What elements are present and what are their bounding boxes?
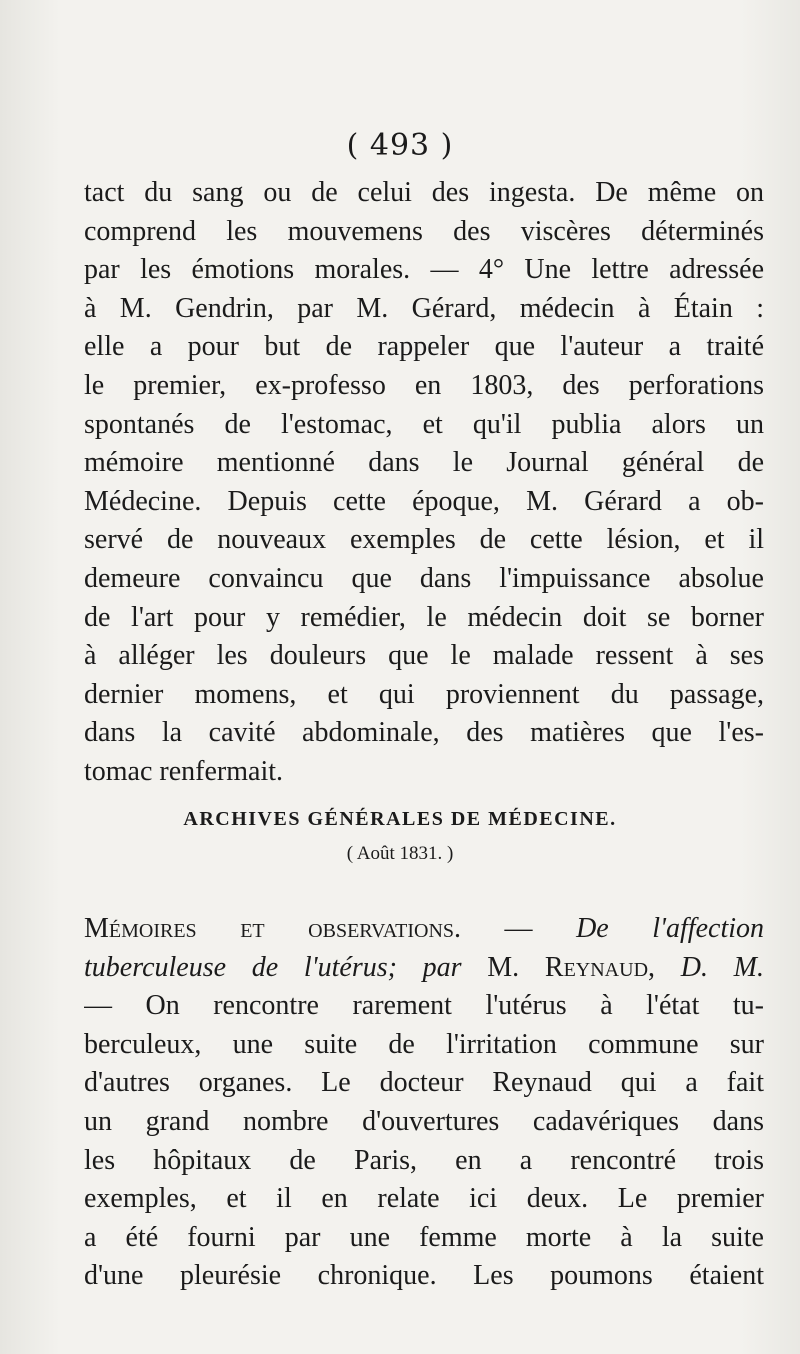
heading-smallcaps: Mémoires et observations. (84, 913, 462, 944)
text-line: spontanés de l'estomac, et qu'il publia alors un (84, 408, 764, 440)
text-line: un grand nombre d'ouvertures cadavériques dans (84, 1105, 764, 1137)
text-line: — On rencontre rarement l'utérus à l'état tu- (84, 990, 764, 1022)
article-heading-line (84, 949, 764, 988)
author-degree: D. M. (680, 951, 764, 983)
text-line: les hôpitaux de Paris, en a rencontré trois (84, 1144, 764, 1176)
text-line: à alléger les douleurs que le malade ressent à ses (84, 640, 764, 672)
text-line: tact du sang ou de celui des ingesta. De même on (84, 177, 764, 208)
text-line: demeure convaincu que dans l'impuissance absolue (84, 562, 764, 594)
paragraph-article (84, 910, 764, 1296)
text-line: d'autres organes. Le docteur Reynaud qui a fait (84, 1067, 764, 1099)
section-title: ARCHIVES GÉNÉRALES DE MÉDECINE. (183, 808, 617, 830)
heading-dash: — (461, 913, 577, 944)
text-line: exemples, et il en relate ici deux. Le premier (84, 1183, 764, 1215)
article-title-part2: tuberculeuse de l'utérus; par (84, 951, 462, 983)
text-line: de l'art pour y remédier, le médecin doit se borner (84, 601, 764, 633)
text-line: dernier momens, et qui proviennent du passage, (84, 678, 764, 710)
text-line: tomac renfermait. (84, 755, 284, 787)
text-line: mémoire mentionné dans le Journal général de (84, 447, 764, 479)
article-heading-line (84, 910, 764, 949)
text-line: à M. Gendrin, par M. Gérard, médecin à Étain : (84, 292, 764, 324)
text-line: servé de nouveaux exemples de cette lésion, et il (84, 524, 764, 556)
paragraph-continued (84, 174, 764, 792)
author-name: Reynaud (544, 951, 649, 983)
author-prefix: M. (461, 951, 545, 983)
text-line: elle a pour but de rappeler que l'auteur a traité (84, 331, 764, 363)
section-date: ( Août 1831. ) (346, 843, 454, 864)
text-line: Médecine. Depuis cette époque, M. Gérard a ob- (84, 485, 764, 517)
text-line: berculeux, une suite de l'irritation commune sur (84, 1028, 764, 1060)
text-line: d'une pleurésie chronique. Les poumons étaient (84, 1260, 764, 1292)
text-line: par les émotions morales. — 4° Une lettre adressée (84, 254, 764, 286)
text-line: a été fourni par une femme morte à la suite (84, 1221, 764, 1253)
text-line: le premier, ex-professo en 1803, des perforations (84, 369, 764, 401)
text-line: dans la cavité abdominale, des matières que l'es- (84, 717, 764, 749)
article-title-part1: De l'affection (576, 913, 764, 944)
author-suffix: , (648, 951, 681, 983)
text-line: comprend les mouvemens des viscères déterminés (84, 215, 764, 247)
page-number: ( 493 ) (346, 128, 454, 163)
